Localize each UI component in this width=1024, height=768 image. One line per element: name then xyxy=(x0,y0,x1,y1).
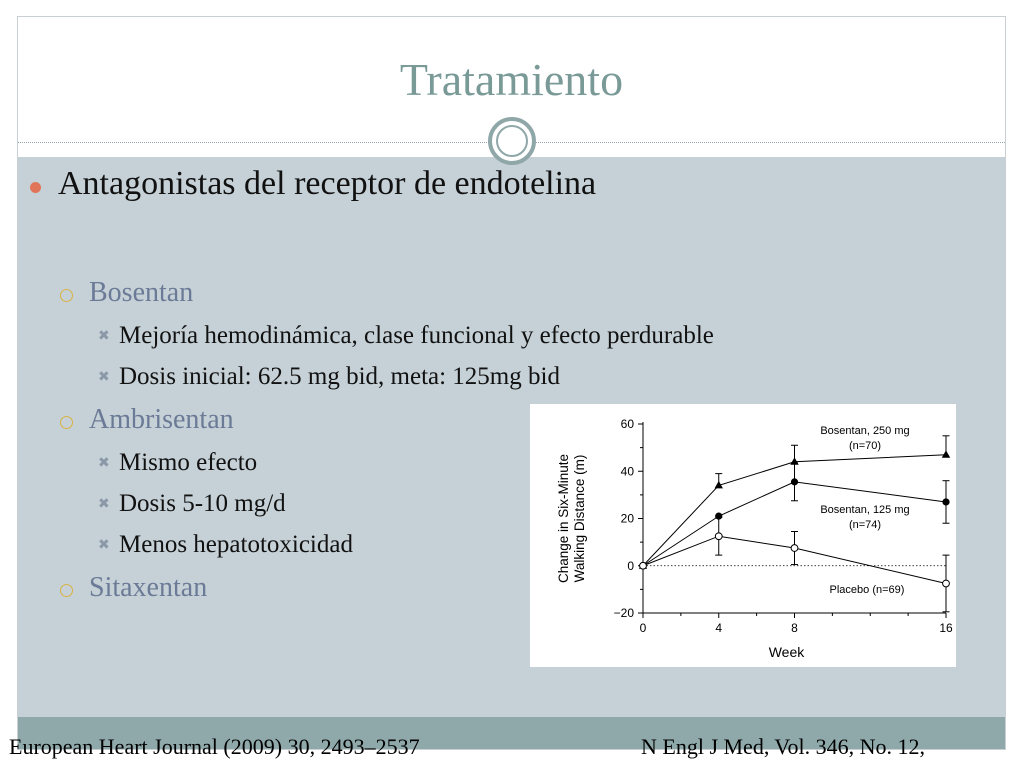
y-tick-label: 20 xyxy=(620,511,634,526)
cross-bullet-icon: ✖ xyxy=(98,370,110,385)
bullet-dot-icon xyxy=(30,182,41,193)
x-tick-label: 4 xyxy=(715,621,723,635)
sub-point-text: Menos hepatotoxicidad xyxy=(119,531,353,558)
walking-distance-chart xyxy=(530,404,956,667)
chart-svg xyxy=(530,404,956,667)
open-circle-bullet-icon xyxy=(60,416,73,429)
sub-point-text: Mejoría hemodinámica, clase funcional y efecto perdurable xyxy=(119,322,714,349)
y-axis-label: Walking Distance (m) xyxy=(572,454,587,583)
open-circle-bullet-icon xyxy=(60,584,73,597)
reference-left: European Heart Journal (2009) 30, 2493–2537 xyxy=(9,734,420,759)
cross-bullet-icon: ✖ xyxy=(98,456,110,471)
data-point xyxy=(715,533,722,540)
y-tick-label: 60 xyxy=(620,417,634,431)
ring-inner xyxy=(496,125,528,157)
slide-title: Tratamiento xyxy=(399,54,624,105)
chart-layer xyxy=(556,417,953,660)
y-tick-label: 0 xyxy=(627,558,634,573)
series-label: Bosentan, 125 mg xyxy=(820,504,910,516)
data-point xyxy=(942,498,949,505)
data-point xyxy=(943,580,950,587)
data-point xyxy=(791,545,798,552)
x-tick-label: 16 xyxy=(939,621,953,635)
drug-name: Ambrisentan xyxy=(89,404,234,435)
series-label: Bosentan, 250 mg xyxy=(820,425,910,437)
cross-bullet-icon: ✖ xyxy=(98,497,110,512)
cross-bullet-icon: ✖ xyxy=(98,329,110,344)
y-tick-label: −20 xyxy=(613,606,634,620)
y-axis-label: Change in Six-Minute xyxy=(556,453,571,584)
series-n-label: (n=70) xyxy=(848,440,882,452)
y-tick-label: 40 xyxy=(620,464,634,479)
series-label: Placebo (n=69) xyxy=(829,584,905,596)
x-tick-label: 0 xyxy=(639,621,647,635)
sub-point-text: Dosis inicial: 62.5 mg bid, meta: 125mg bid xyxy=(119,363,560,390)
drug-name: Sitaxentan xyxy=(89,572,208,603)
series-n-label: (n=74) xyxy=(848,519,882,531)
sub-point-text: Mismo efecto xyxy=(119,449,258,476)
reference-right: N Engl J Med, Vol. 346, No. 12, xyxy=(641,734,925,759)
drug-name: Bosentan xyxy=(89,277,194,308)
open-circle-bullet-icon xyxy=(60,289,73,302)
x-tick-label: 8 xyxy=(791,621,798,635)
data-point xyxy=(640,562,647,569)
x-axis-label: Week xyxy=(768,644,805,660)
data-point xyxy=(791,478,798,485)
data-point xyxy=(942,450,950,458)
cross-bullet-icon: ✖ xyxy=(98,538,110,553)
sub-point-text: Dosis 5-10 mg/d xyxy=(119,490,286,517)
main-bullet-text: Antagonistas del receptor de endotelina xyxy=(58,165,597,202)
divider-ring-icon xyxy=(488,117,536,165)
